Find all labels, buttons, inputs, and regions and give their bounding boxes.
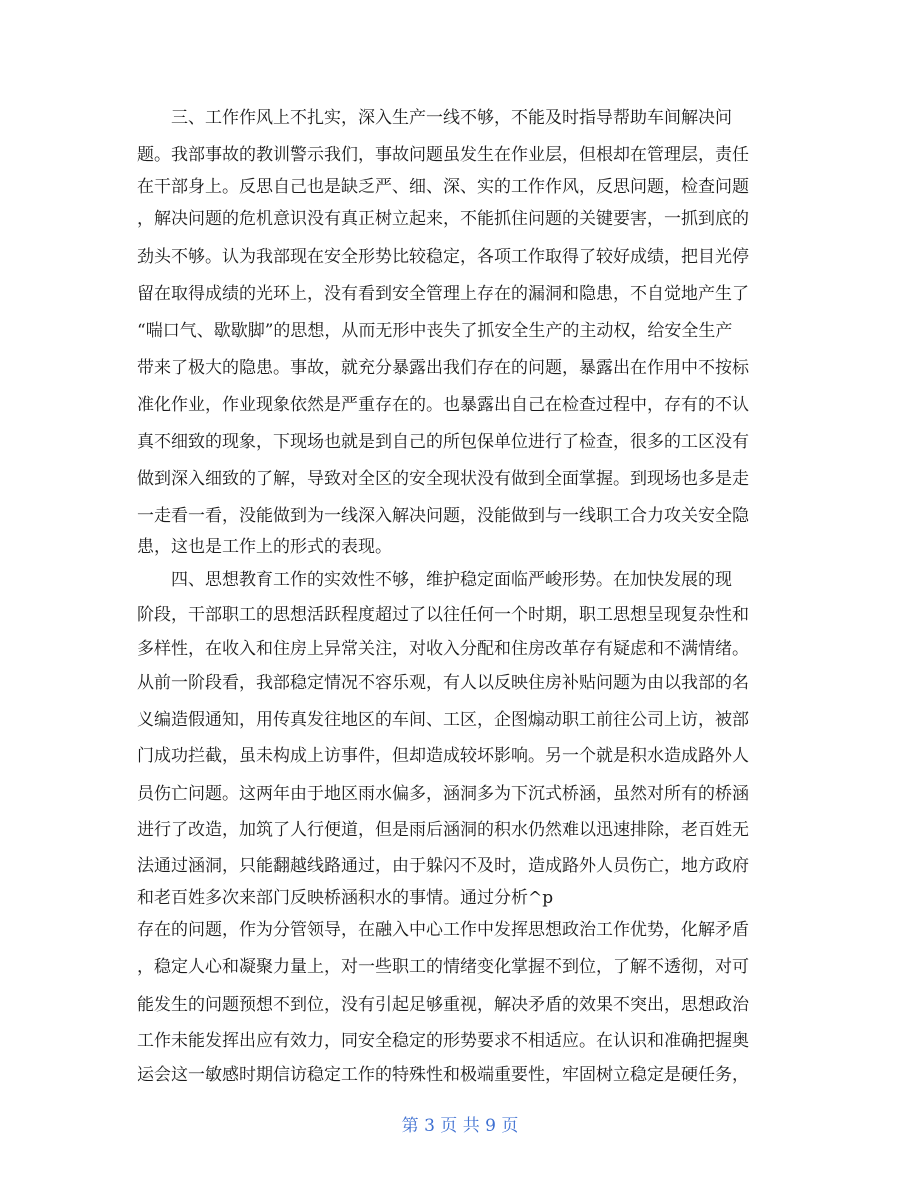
text-line: 三、工作作风上不扎实，深入生产一线不够，不能及时指导帮助车间解决问 bbox=[137, 108, 732, 128]
text-line: 员伤亡问题。这两年由于地区雨水偏多，涵洞多为下沉式桥涵，虽然对所有的桥涵 bbox=[137, 784, 749, 804]
text-line: 门成功拦截，虽未构成上访事件，但却造成较坏影响。另一个就是积水造成路外人 bbox=[137, 746, 749, 766]
text-line: 患，这也是工作上的形式的表现。 bbox=[137, 537, 392, 557]
text-line: 一走看一看，没能做到为一线深入解决问题，没能做到与一线职工合力攻关安全隐 bbox=[137, 506, 749, 526]
text-line: 和老百姓多次来部门反映桥涵积水的事情。通过分析^p bbox=[137, 888, 554, 908]
text-line: 运会这一敏感时期信访稳定工作的特殊性和极端重要性，牢固树立稳定是硬任务， bbox=[137, 1065, 749, 1085]
text-line: 义编造假通知，用传真发往地区的车间、工区，企图煽动职工前往公司上访，被部 bbox=[137, 710, 749, 730]
text-line: 法通过涵洞，只能翻越线路通过，由于躲闪不及时，造成路外人员伤亡，地方政府 bbox=[137, 856, 749, 876]
text-line: 题。我部事故的教训警示我们，事故问题虽发生在作业层，但根却在管理层，责任 bbox=[137, 145, 749, 165]
text-line: 留在取得成绩的光环上，没有看到安全管理上存在的漏洞和隐患，不自觉地产生了 bbox=[137, 284, 749, 304]
text-line: ，稳定人心和凝聚力量上，对一些职工的情绪变化掌握不到位，了解不透彻，对可 bbox=[137, 957, 749, 977]
text-line: 在干部身上。反思自己也是缺乏严、细、深、实的工作作风，反思问题，检查问题 bbox=[137, 177, 749, 197]
text-line: 工作未能发挥出应有效力，同安全稳定的形势要求不相适应。在认识和准确把握奥 bbox=[137, 1031, 749, 1051]
page-number: 第 3 页 共 9 页 bbox=[401, 1116, 519, 1136]
text-line: 准化作业，作业现象依然是严重存在的。也暴露出自己在检查过程中，存有的不认 bbox=[137, 395, 749, 415]
text-line: 阶段，干部职工的思想活跃程度超过了以往任何一个时期，职工思想呈现复杂性和 bbox=[137, 605, 749, 625]
text-line: 四、思想教育工作的实效性不够，维护稳定面临严峻形势。在加快发展的现 bbox=[137, 570, 732, 590]
text-line: “喘口气、歇歇脚”的思想，从而无形中丧失了抓安全生产的主动权，给安全生产 bbox=[137, 321, 733, 341]
text-line: 真不细致的现象，下现场也就是到自己的所包保单位进行了检查，很多的工区没有 bbox=[137, 432, 749, 452]
text-line: 劲头不够。认为我部现在安全形势比较稳定，各项工作取得了较好成绩，把目光停 bbox=[137, 247, 749, 267]
text-line: 存在的问题，作为分管领导，在融入中心工作中发挥思想政治工作优势，化解矛盾 bbox=[137, 920, 749, 940]
text-line: 多样性，在收入和住房上异常关注，对收入分配和住房改革存有疑虑和不满情绪。 bbox=[137, 639, 749, 659]
text-line: 从前一阶段看，我部稳定情况不容乐观，有人以反映住房补贴问题为由以我部的名 bbox=[137, 673, 749, 693]
text-line: 做到深入细致的了解，导致对全区的安全现状没有做到全面掌握。到现场也多是走 bbox=[137, 469, 749, 489]
text-line: ，解决问题的危机意识没有真正树立起来，不能抓住问题的关键要害，一抓到底的 bbox=[137, 209, 749, 229]
text-line: 能发生的问题预想不到位，没有引起足够重视，解决矛盾的效果不突出，思想政治 bbox=[137, 995, 749, 1015]
text-line: 进行了改造，加筑了人行便道，但是雨后涵洞的积水仍然难以迅速排除，老百姓无 bbox=[137, 820, 749, 840]
text-line: 带来了极大的隐患。事故，就充分暴露出我们存在的问题，暴露出在作用中不按标 bbox=[137, 358, 749, 378]
